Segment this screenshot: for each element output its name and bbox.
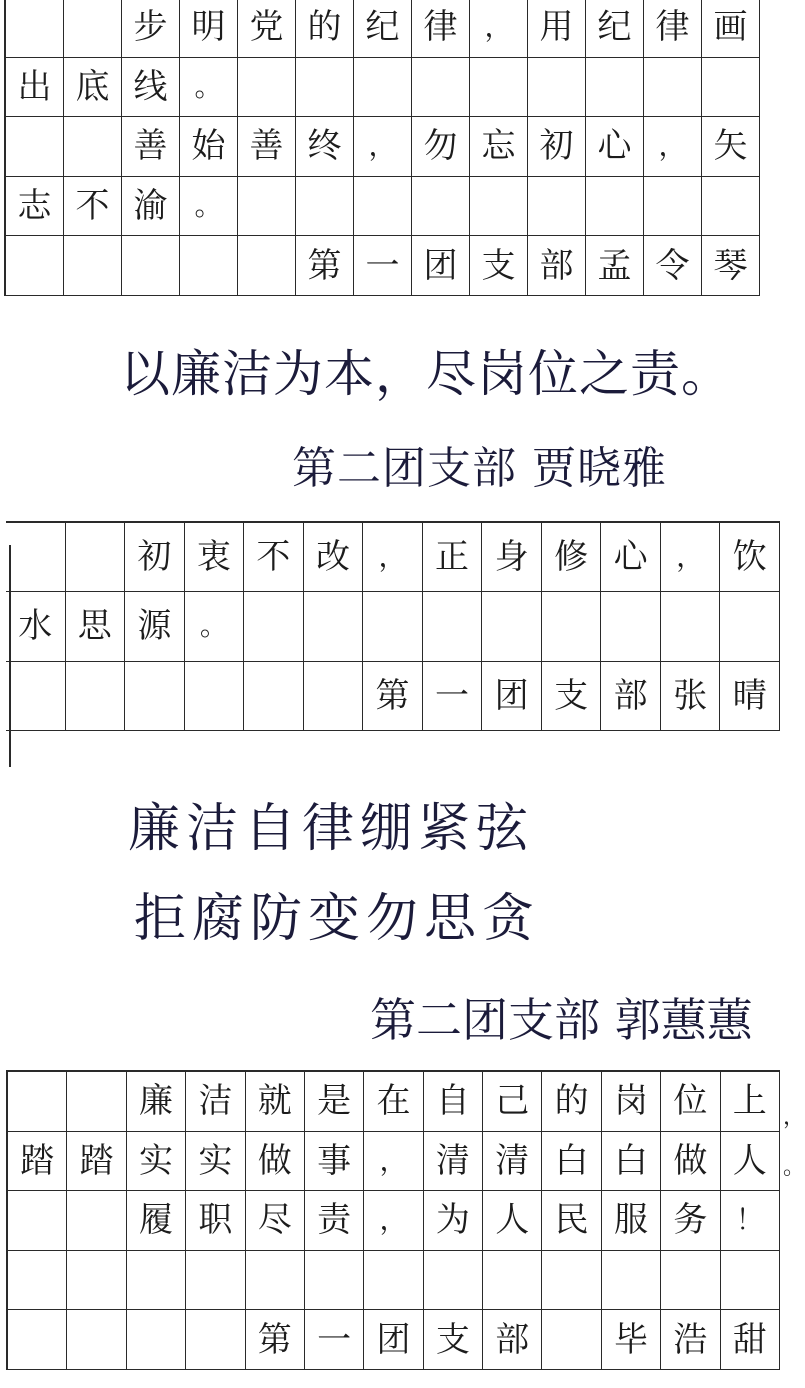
grid-cell [721,1251,780,1311]
handwritten-line-card-4-b: 拒腐防变勿思贪 [134,889,541,949]
grid-cell: 源 [125,592,185,661]
grid-cell [661,592,721,661]
grid-cell [185,662,245,731]
grid-cell: 团 [482,662,542,731]
grid-cell: 白 [542,1132,601,1192]
grid-cell [8,1072,67,1132]
grid-cell [67,1072,126,1132]
grid-cell [412,177,470,237]
grid-cell [64,117,122,177]
grid-cell: 做 [246,1132,305,1192]
grid-cell [8,1191,67,1251]
grid-cell: 踏 [67,1132,126,1192]
grid-cell: 底 [64,58,122,118]
grid-cell: ！ [721,1191,780,1251]
grid-cell: 是 [305,1072,364,1132]
grid-cell: 部 [528,236,586,296]
grid-cell [122,236,180,296]
grid-cell: ， [470,0,528,58]
grid-cell [244,662,304,731]
grid-cell: ， [363,523,423,592]
grid-cell: 不 [244,523,304,592]
grid-cell: 实 [127,1132,186,1192]
grid-cell [423,592,483,661]
grid-cell [125,662,185,731]
grid-cell: ， [364,1132,423,1192]
grid-cell: 终 [296,117,354,177]
grid-cell: 洁 [186,1072,245,1132]
grid-cell [67,1310,126,1370]
grid-cell [720,592,780,661]
grid-cell [66,523,126,592]
grid-cell: ， [354,117,412,177]
grid-cell: 律 [644,0,702,58]
grid-cell: ， [644,117,702,177]
grid-cell [304,592,364,661]
grid-cell: 出 [6,58,64,118]
margin-comma-mark: ， [783,1105,805,1130]
grid-cell [246,1251,305,1311]
grid-cell: 部 [483,1310,542,1370]
grid-cell [238,177,296,237]
grid-cell [304,662,364,731]
grid-cell: 忘 [470,117,528,177]
grid-cell: 尽 [246,1191,305,1251]
grid-cell [364,1251,423,1311]
grid-cell: 水 [6,592,66,661]
grid-cell: 党 [238,0,296,58]
grid-cell [542,592,602,661]
grid-cell [8,1251,67,1311]
grid-cell [127,1251,186,1311]
grid-cell: 一 [423,662,483,731]
grid-cell: 团 [412,236,470,296]
grid-cell [6,0,64,58]
grid-cell: 支 [424,1310,483,1370]
grid-cell: 琴 [702,236,760,296]
grid-cell [483,1251,542,1311]
grid-cell: 白 [602,1132,661,1192]
grid-card-3 [6,521,780,731]
grid-cell: 职 [186,1191,245,1251]
signature-card-4: 第二团支部 郭蕙蕙 [370,993,753,1047]
grid-cell: 修 [542,523,602,592]
margin-period-mark: 。 [783,1155,805,1180]
grid-cell: 事 [305,1132,364,1192]
grid-cell: 的 [542,1072,601,1132]
grid-cell [363,592,423,661]
grid-cell: 令 [644,236,702,296]
grid-cell: 心 [601,523,661,592]
grid-cell: 清 [424,1132,483,1192]
grid-cell [412,58,470,118]
grid-cell [180,236,238,296]
grid-cell [644,58,702,118]
grid-cell: 一 [305,1310,364,1370]
grid-cell [8,1310,67,1370]
grid-cell: 服 [602,1191,661,1251]
grid-cell: 孟 [586,236,644,296]
grid-cell [602,1251,661,1311]
grid-card-1 [4,0,760,296]
grid-cell: 部 [601,662,661,731]
grid-cell: 画 [702,0,760,58]
grid-cell [661,1251,720,1311]
grid-cell [542,1251,601,1311]
grid-cell: 踏 [8,1132,67,1192]
grid-cell: 不 [64,177,122,237]
grid-cell: 思 [66,592,126,661]
grid-cell: 。 [185,592,245,661]
grid-cell: ， [364,1191,423,1251]
grid-cell [470,177,528,237]
grid-cell [354,177,412,237]
grid-cell [702,177,760,237]
grid-cell [482,592,542,661]
grid-cell: 浩 [661,1310,720,1370]
grid-cell: 明 [180,0,238,58]
grid-cell [470,58,528,118]
grid-cell [424,1251,483,1311]
grid-cell [186,1251,245,1311]
grid-cell: 改 [304,523,364,592]
grid-cell [586,177,644,237]
grid-cell: 衷 [185,523,245,592]
grid-cell: 支 [542,662,602,731]
grid-cell: 渝 [122,177,180,237]
grid-cell: 一 [354,236,412,296]
grid-cell: 岗 [602,1072,661,1132]
grid-cell: 矢 [702,117,760,177]
grid-cell: 清 [483,1132,542,1192]
grid-cell [296,177,354,237]
grid-cell [6,236,64,296]
grid-cell: 始 [180,117,238,177]
grid-cell: 。 [180,177,238,237]
grid-cell: 第 [363,662,423,731]
grid-cell: 人 [483,1191,542,1251]
grid-cell: 用 [528,0,586,58]
grid-cell: 人 [721,1132,780,1192]
grid-cell: 线 [122,58,180,118]
grid-cell [305,1251,364,1311]
grid-cell: 善 [238,117,296,177]
grid-cell: 甜 [721,1310,780,1370]
grid-cell: 律 [412,0,470,58]
grid-cell: 为 [424,1191,483,1251]
grid-cell: 责 [305,1191,364,1251]
grid-cell [528,58,586,118]
handwritten-line-card-2: 以廉洁为本，尽岗位之责。 [120,345,732,403]
grid-cell: 廉 [127,1072,186,1132]
grid-cell: 善 [122,117,180,177]
handwritten-line-card-4-a: 廉洁自律绷紧弦 [128,799,535,859]
grid-cell [238,236,296,296]
grid-cell [64,0,122,58]
grid-cell: 晴 [720,662,780,731]
grid-cell: 心 [586,117,644,177]
grid-cell: 。 [180,58,238,118]
grid-cell [644,177,702,237]
grid-cell: 团 [364,1310,423,1370]
grid-cell: 初 [528,117,586,177]
grid-cell: 身 [482,523,542,592]
grid-cell: 张 [661,662,721,731]
grid-cell: 履 [127,1191,186,1251]
grid-cell: 的 [296,0,354,58]
grid-cell: 就 [246,1072,305,1132]
grid-cell: 第 [246,1310,305,1370]
grid-cell [354,58,412,118]
grid-cell: 纪 [586,0,644,58]
signature-card-2: 第二团支部 贾晓雅 [292,443,667,494]
grid-cell: 支 [470,236,528,296]
grid-cell [186,1310,245,1370]
grid-cell: 自 [424,1072,483,1132]
grid-cell [238,58,296,118]
grid-cell: 志 [6,177,64,237]
grid-cell: 纪 [354,0,412,58]
grid-card-5 [6,1070,780,1370]
grid-cell: 在 [364,1072,423,1132]
grid-cell [542,1310,601,1370]
grid-cell: 民 [542,1191,601,1251]
grid-cell [702,58,760,118]
grid-cell: 毕 [602,1310,661,1370]
grid-cell: 饮 [720,523,780,592]
grid-cell: 务 [661,1191,720,1251]
grid-cell [296,58,354,118]
grid-cell [127,1310,186,1370]
grid-cell [244,592,304,661]
grid-cell: 做 [661,1132,720,1192]
grid-cell [6,523,66,592]
grid-cell: 第 [296,236,354,296]
grid-cell: 初 [125,523,185,592]
grid-cell [6,662,66,731]
grid-cell [66,662,126,731]
grid-cell [67,1251,126,1311]
grid-cell [586,58,644,118]
grid-cell: 己 [483,1072,542,1132]
grid-cell [528,177,586,237]
grid-cell [6,117,64,177]
grid-cell [67,1191,126,1251]
grid-cell: 位 [661,1072,720,1132]
grid-cell: 步 [122,0,180,58]
grid-cell [64,236,122,296]
grid-cell: 上 [721,1072,780,1132]
grid-cell: 实 [186,1132,245,1192]
grid-cell: 正 [423,523,483,592]
grid-cell: 勿 [412,117,470,177]
grid-cell [601,592,661,661]
grid-cell: ， [661,523,721,592]
